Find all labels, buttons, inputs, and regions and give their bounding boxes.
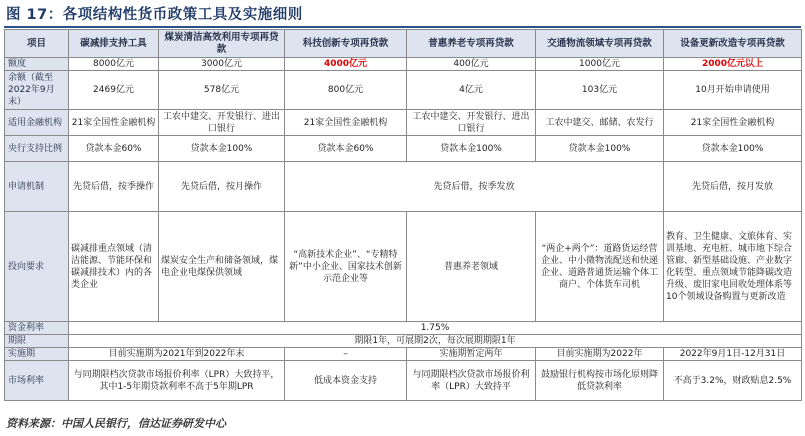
header-elderly-relending: 普惠养老专项再贷款 bbox=[407, 30, 536, 58]
policy-tools-table bbox=[4, 29, 802, 401]
table-cell-merged: 先贷后借，按季发放 bbox=[285, 162, 664, 212]
table-cell: 先贷后借，按季操作 bbox=[69, 162, 159, 212]
table-row bbox=[5, 212, 802, 322]
table-cell: 实施期暂定两年 bbox=[407, 348, 536, 361]
row-label-support-ratio: 央行支持比例 bbox=[5, 136, 69, 162]
table-cell: 贷款本金100% bbox=[664, 136, 802, 162]
table-cell: 不高于3.2%，财政贴息2.5% bbox=[664, 361, 802, 401]
table-cell: 鼓励银行机构按市场化原则降低贷款利率 bbox=[536, 361, 664, 401]
table-cell: 碳减排重点领域（清洁能源、节能环保和碳减排技术）内的各类企业 bbox=[69, 212, 159, 322]
table-row bbox=[5, 71, 802, 110]
table-cell: – bbox=[285, 348, 407, 361]
row-label-requirements: 投向要求 bbox=[5, 212, 69, 322]
table-cell: 800亿元 bbox=[285, 71, 407, 110]
table-cell: 先贷后借，按月发放 bbox=[664, 162, 802, 212]
table-cell: “高新技术企业”、“专精特新”中小企业、国家技术创新示范企业等 bbox=[285, 212, 407, 322]
table-cell: 目前实施期为2022年 bbox=[536, 348, 664, 361]
table-cell-highlight: 4000亿元 bbox=[285, 58, 407, 71]
table-cell: 103亿元 bbox=[536, 71, 664, 110]
table-row bbox=[5, 58, 802, 71]
table-cell-highlight: 2000亿元以上 bbox=[664, 58, 802, 71]
row-label-quota: 额度 bbox=[5, 58, 69, 71]
header-logistics-relending: 交通物流领域专项再贷款 bbox=[536, 30, 664, 58]
table-row bbox=[5, 136, 802, 162]
table-cell: 21家全国性金融机构 bbox=[285, 110, 407, 136]
table-cell: 2469亿元 bbox=[69, 71, 159, 110]
table-cell: 煤炭安全生产和储备领域，煤电企业电煤保供领域 bbox=[159, 212, 285, 322]
table-row bbox=[5, 335, 802, 348]
row-label-institutions: 适用金融机构 bbox=[5, 110, 69, 136]
table-cell: 21家全国性金融机构 bbox=[664, 110, 802, 136]
table-cell-merged: 目前实施期为2021年到2022年末 bbox=[69, 348, 285, 361]
table-cell: 21家全国性金融机构 bbox=[69, 110, 159, 136]
table-cell: 400亿元 bbox=[407, 58, 536, 71]
table-cell: 教育、卫生健康、文旅体育、实训基地、充电桩、城市地下综合管廊、新型基础设施、产业数字化转型、重点领域节能降碳改造升级、废旧家电回收处理体系等10个领域设备购置与更新改造 bbox=[664, 212, 802, 322]
table-cell: 先贷后借，按月操作 bbox=[159, 162, 285, 212]
table-cell: 578亿元 bbox=[159, 71, 285, 110]
table-cell: 工农中建交、开发银行、进出口银行 bbox=[159, 110, 285, 136]
header-coal-relending: 煤炭清洁高效利用专项再贷款 bbox=[159, 30, 285, 58]
table-cell: 工农中建交、开发银行、进出口银行 bbox=[407, 110, 536, 136]
table-row bbox=[5, 110, 802, 136]
table-cell: 与同期限档次贷款市场报价利率（LPR）大致持平 bbox=[407, 361, 536, 401]
row-label-term: 期限 bbox=[5, 335, 69, 348]
table-cell: 2022年9月1日-12月31日 bbox=[664, 348, 802, 361]
header-equipment-relending: 设备更新改造专项再贷款 bbox=[664, 30, 802, 58]
table-cell: 贷款本金100% bbox=[536, 136, 664, 162]
row-label-mechanism: 申请机制 bbox=[5, 162, 69, 212]
table-cell: “两企+两个”：道路货运经营企业、中小微物流配送和快递企业、道路普通货运输个体工商户、个体货车司机 bbox=[536, 212, 664, 322]
table-cell: 1000亿元 bbox=[536, 58, 664, 71]
table-cell: 8000亿元 bbox=[69, 58, 159, 71]
table-cell: 贷款本金100% bbox=[159, 136, 285, 162]
table-row bbox=[5, 361, 802, 401]
header-tech-relending: 科技创新专项再贷款 bbox=[285, 30, 407, 58]
row-label-rate: 资金利率 bbox=[5, 322, 69, 335]
table-cell: 普惠养老领域 bbox=[407, 212, 536, 322]
table-row bbox=[5, 348, 802, 361]
header-carbon-tool: 碳减排支持工具 bbox=[69, 30, 159, 58]
header-item: 项目 bbox=[5, 30, 69, 58]
figure-title: 图 17：各项结构性货币政策工具及实施细则 bbox=[6, 7, 303, 23]
title-rule bbox=[4, 26, 801, 28]
table-cell: 3000亿元 bbox=[159, 58, 285, 71]
row-label-balance: 余额（截至2022年9月末） bbox=[5, 71, 69, 110]
table-row bbox=[5, 162, 802, 212]
table-cell: 贷款本金60% bbox=[69, 136, 159, 162]
table-cell: 低成本资金支持 bbox=[285, 361, 407, 401]
table-cell: 贷款本金60% bbox=[285, 136, 407, 162]
row-label-period: 实施期 bbox=[5, 348, 69, 361]
table-row bbox=[5, 322, 802, 335]
table-cell: 10月开始申请使用 bbox=[664, 71, 802, 110]
header-row bbox=[5, 30, 802, 58]
table-cell: 4亿元 bbox=[407, 71, 536, 110]
table-cell: 贷款本金100% bbox=[407, 136, 536, 162]
table-cell-merged: 1.75% bbox=[69, 322, 802, 335]
table-cell: 工农中建交、邮储、农发行 bbox=[536, 110, 664, 136]
table-cell-merged: 与同期限档次贷款市场报价利率（LPR）大致持平，其中1-5年期贷款利率不高于5年期LPR bbox=[69, 361, 285, 401]
source-note: 资料来源：中国人民银行，信达证券研发中心 bbox=[6, 417, 226, 430]
row-label-market-rate: 市场利率 bbox=[5, 361, 69, 401]
table-cell-merged: 期限1年，可展期2次，每次展期期限1年 bbox=[69, 335, 802, 348]
